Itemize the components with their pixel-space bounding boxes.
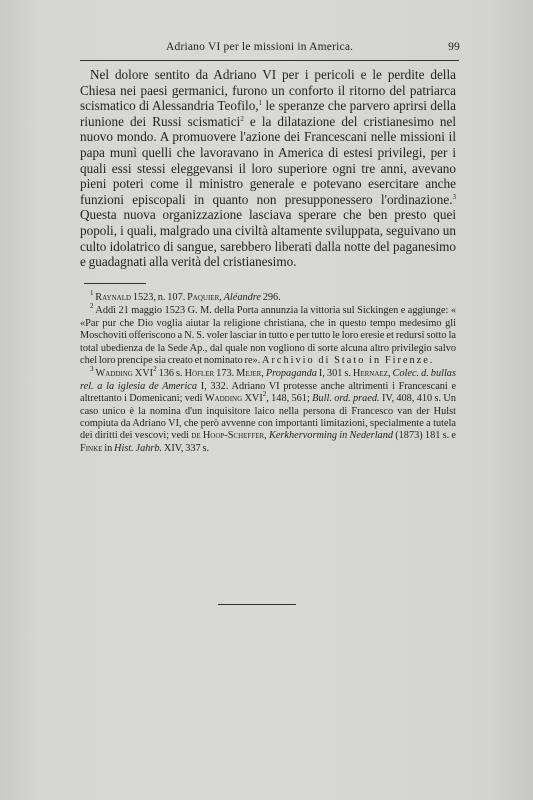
running-title: Adriano VI per le missioni in America. — [166, 41, 354, 53]
footnote-text: I, 301 s. — [316, 368, 353, 380]
body-text-segment: e la dilatazione del cristianesimo nel nuovo mondo. A promuovere l'azione dei Francescani nelle missioni il papa munì quelli che lavoravano in America di estesi privilegi, per i quali essi stessi eleggevansi il loro superiore ogni tre anni, avevano pieni poteri come il ministro generale e potevano esercitare anche funzioni episcopali in quanto non presupponessero l'ordinazione. — [80, 113, 456, 207]
author-name: Wadding — [204, 393, 243, 405]
footnote-text: (1873) 181 s. e — [393, 430, 456, 442]
work-title: Hist. Jahrb. — [114, 442, 163, 454]
work-title: Colec. d. bullas rel. a la iglesia de America — [80, 368, 456, 392]
work-title: Propaganda — [265, 368, 317, 380]
footnote-text: . — [429, 355, 433, 367]
footnote-ref: 3 — [452, 192, 456, 201]
body-text-segment: Nel dolore sentito da Adriano VI per i pericoli e le perdite della Chiesa nei paesi germanici, furono un conforto il ritorno del patriarca scismatico di Alessandria Teofilo, — [80, 67, 456, 114]
edition-mark: 2 — [153, 365, 157, 374]
footnote-1 — [80, 289, 456, 304]
footnote-3 — [80, 365, 457, 455]
footnote-text: , — [219, 292, 224, 303]
footnote-text: , — [264, 430, 269, 442]
running-head — [80, 41, 460, 53]
footnote-text: in — [102, 442, 115, 454]
work-title: Bull. ord. praed. — [312, 393, 380, 405]
edition-mark: 2 — [262, 390, 267, 399]
footnote-text: , — [261, 368, 266, 380]
footnote-2 — [80, 302, 456, 367]
author-name: Raynald — [95, 292, 132, 303]
footnote-text: XIV, 337 s. — [162, 442, 210, 454]
author-name: de Hoop-Scheffer — [191, 430, 265, 442]
header-rule — [80, 60, 459, 61]
footnote-text: , — [387, 368, 393, 380]
body-text-segment: Questa nuova organizzazione lasciava sperare che ben presto quei popoli, i quali, malgrado una civiltà altamente sviluppata, seguivano un culto idolatrico di sangue, sarebbero liberati dalla notte del paganesimo e guadagnati alla verità del cristianesimo. — [80, 207, 456, 270]
footnote-text: IV, 408, 410 s. Un caso unico è la nomina d'un inquisitore laico nella persona di Francesco van der Hulst compiuta da Adriano VI, che però avvenne con importanti limitazioni, specialmente a tutela dei diritti dei vescovi; vedi — [80, 393, 456, 442]
footnote-text: 296. — [260, 292, 281, 303]
footnote-text: XVI — [132, 368, 154, 380]
footnote-text: 136 s. — [156, 368, 185, 380]
work-title: Kerkhervorming in Nederland — [268, 430, 393, 442]
footnote-text: 1523, n. 107. — [131, 292, 188, 303]
author-name: Mejer — [236, 368, 262, 380]
footnote-text: I, 332. Adriano VI protesse anche altrimenti i Francescani e altrettanto i Domenicani; vedi — [80, 380, 457, 405]
author-name: Höfler — [184, 368, 215, 380]
author-name: Wadding — [95, 368, 133, 380]
work-title: Aléandre — [223, 292, 261, 303]
body-paragraph — [80, 67, 456, 270]
footnote-separator — [84, 283, 146, 284]
author-name: Hernaez — [352, 368, 388, 380]
footnote-text: Addì 21 maggio 1523 G. M. della Porta annunzia la vittoria sul Sickingen e aggiunge: « «Par pur che Dio voglia aiutar la religione christiana, che in questo tempo medesimo gli Moschoviti offeriscono a N. S. voler lasciar in tutto e per tutto le loro eresie et redursi sotto la total ubedienza de la Sede Ap., dal quale non vogliono di sorte alcuna altro privilegio salvo chel loro prencipe sia creato et nominato re». — [80, 305, 456, 367]
footnote-text: , 148, 561; — [266, 393, 313, 405]
page-number: 99 — [448, 41, 460, 53]
footnote-mark: 3 — [90, 365, 94, 374]
footnote-text: 173. — [214, 368, 237, 380]
footnote-mark: 1 — [90, 289, 94, 297]
footnote-ref: 2 — [240, 114, 244, 123]
footnote-text: XVI — [242, 393, 263, 405]
author-name: Paquier — [187, 292, 220, 303]
footnote-ref: 1 — [258, 99, 263, 108]
main-text — [80, 67, 456, 270]
archive-name: Archivio di Stato in Firenze — [262, 355, 430, 367]
footnote-mark: 2 — [90, 302, 94, 311]
author-name: Finke — [80, 442, 103, 454]
footnotes — [80, 289, 457, 455]
body-text-segment: le speranze che parvero aprirsi della riunione dei Russi scismatici — [80, 98, 456, 129]
end-rule — [218, 604, 296, 605]
